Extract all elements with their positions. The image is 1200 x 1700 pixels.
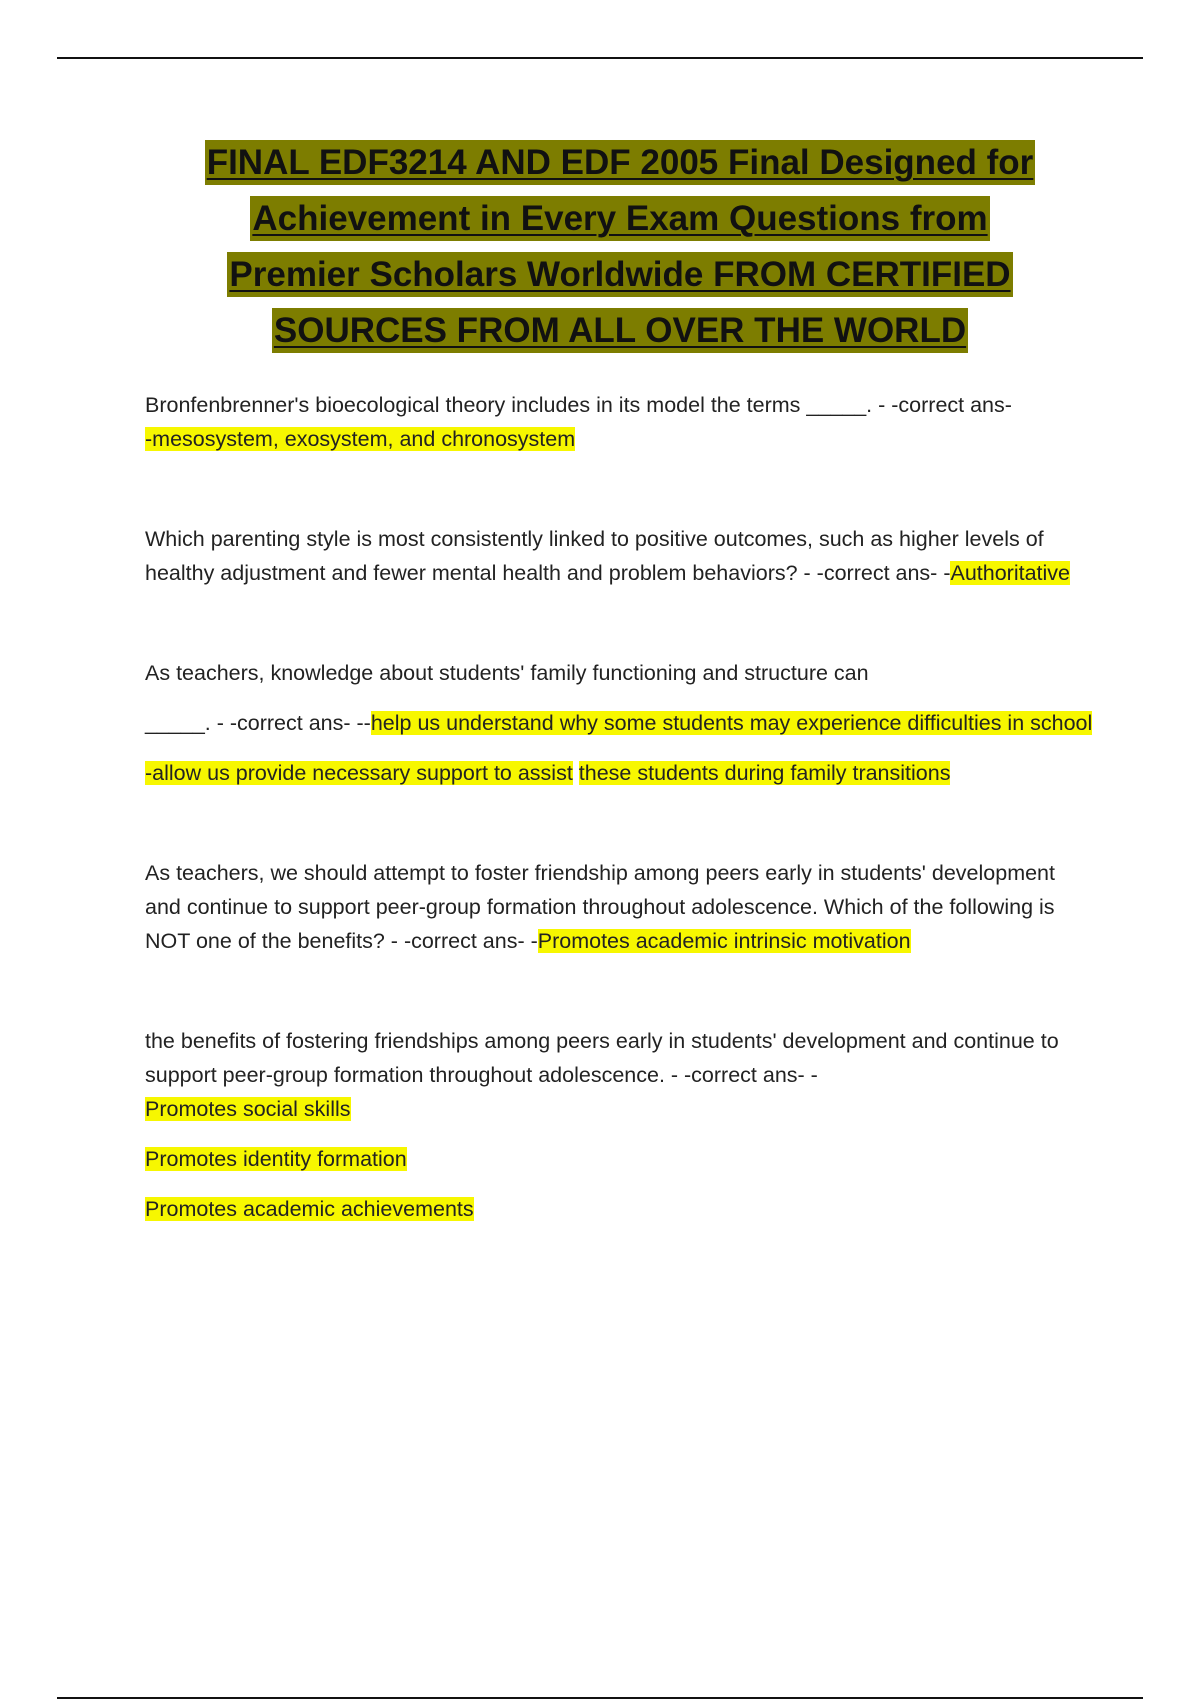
answer-5-line-2 — [145, 1142, 1095, 1176]
answer-3b-highlight: -allow us provide necessary support to assist — [145, 761, 573, 785]
question-text — [145, 388, 1095, 456]
answer-5c-highlight: Promotes academic achievements — [145, 1197, 474, 1221]
question-item-4 — [145, 856, 1095, 958]
question-5-text: the benefits of fostering friendships among peers early in students' development and continue to support peer-group formation throughout adolescence. - -correct ans- - — [145, 1029, 1059, 1087]
document-title — [130, 140, 1110, 364]
question-item-3 — [145, 656, 1095, 790]
top-rule — [57, 57, 1143, 59]
answer-3a-highlight: help us understand why some students may experience difficulties in school — [370, 711, 1093, 735]
answer-5b-highlight: Promotes identity formation — [145, 1147, 407, 1171]
answer-3-line — [145, 706, 1095, 740]
answer-1-highlight: -mesosystem, exosystem, and chronosystem — [145, 427, 576, 451]
question-list — [145, 388, 1095, 1292]
bottom-rule — [57, 1697, 1143, 1699]
title-line-3: Premier Scholars Worldwide FROM CERTIFIED — [227, 252, 1012, 297]
question-text — [145, 856, 1095, 958]
answer-5-line-1 — [145, 1092, 1095, 1126]
title-line-4: SOURCES FROM ALL OVER THE WORLD — [272, 308, 968, 353]
question-4-text: As teachers, we should attempt to foster friendship among peers early in students' development and continue to support peer-group formation throughout adolescence. Which of the following is NOT one of the benefits? - -correct ans- - — [145, 861, 1055, 953]
question-2-text: Which parenting style is most consistently linked to positive outcomes, such as higher levels of healthy adjustment and fewer mental health and problem behaviors? - -correct ans- - — [145, 527, 1044, 585]
question-text — [145, 522, 1095, 590]
question-item-1 — [145, 388, 1095, 456]
answer-4-highlight: Promotes academic intrinsic motivation — [537, 929, 911, 953]
question-item-2 — [145, 522, 1095, 590]
answer-3-prefix: _____. - -correct ans- -- — [145, 711, 371, 735]
question-1-text: Bronfenbrenner's bioecological theory includes in its model the terms _____. - -correct ans- — [145, 393, 1012, 417]
title-line-2: Achievement in Every Exam Questions from — [250, 196, 989, 241]
question-3-text: As teachers, knowledge about students' family functioning and structure can — [145, 661, 869, 685]
answer-5a-highlight: Promotes social skills — [145, 1097, 351, 1121]
question-item-5 — [145, 1024, 1095, 1226]
answer-3c-highlight: these students during family transitions — [578, 761, 951, 785]
answer-2-highlight: Authoritative — [950, 561, 1070, 585]
answer-3b-line — [145, 756, 1095, 790]
answer-5-line-3 — [145, 1192, 1095, 1226]
title-line-1: FINAL EDF3214 AND EDF 2005 Final Designed for — [205, 140, 1036, 185]
